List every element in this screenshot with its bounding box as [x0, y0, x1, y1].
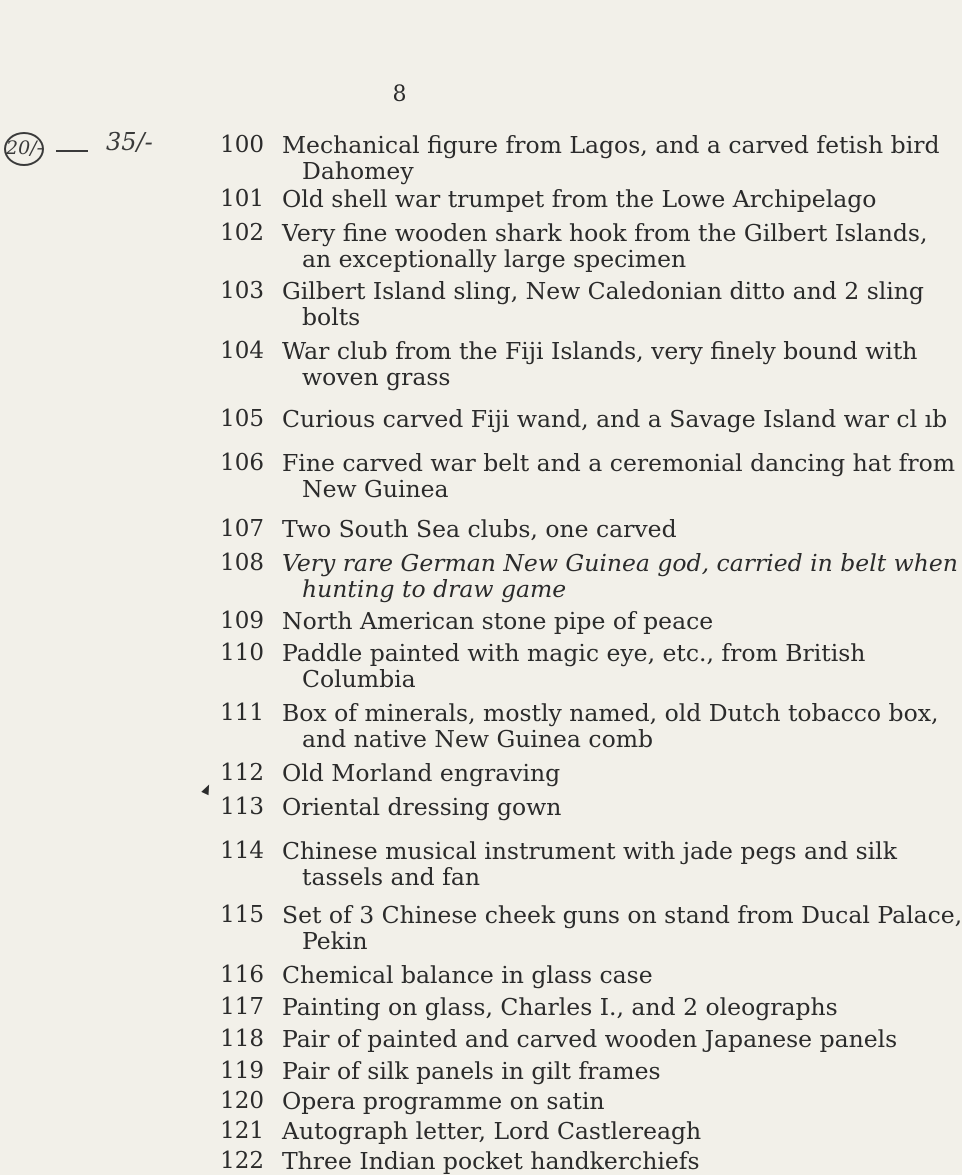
description-line: Very fine wooden shark hook from the Gilbert Islands,: [282, 219, 928, 247]
lot-number: 110: [220, 640, 264, 666]
description-line: Dahomey: [302, 157, 414, 185]
lot-description: [282, 405, 948, 433]
lot-number: 111: [220, 700, 264, 726]
description-line: Set of 3 Chinese cheek guns on stand from Ducal Palace,: [282, 901, 962, 929]
lot-number: 112: [220, 760, 264, 786]
lot-number: 105: [220, 406, 264, 432]
description-line: tassels and fan: [302, 863, 481, 891]
description-line: hunting to draw game: [302, 575, 567, 603]
description-line: Opera programme on satin: [282, 1087, 605, 1115]
annotation-dash: [56, 150, 88, 152]
description-line: Three Indian pocket handkerchiefs: [282, 1147, 700, 1175]
lot-description: [282, 794, 760, 820]
lot-number: 120: [220, 1088, 264, 1114]
lot-number: 103: [220, 278, 264, 304]
description-line: Oriental dressing gown: [282, 793, 562, 821]
description-line: Old shell war trumpet from the Lowe Archipelago: [282, 185, 877, 213]
lot-number: 121: [220, 1118, 264, 1144]
circled-price-annotation: 20/-: [4, 132, 44, 166]
lot-description: [282, 1025, 898, 1053]
lot-number: 119: [220, 1058, 264, 1084]
description-line: Curious carved Fiji wand, and a Savage Island war cl ıb: [282, 405, 948, 433]
description-line: Mechanical figure from Lagos, and a carved fetish bird: [282, 131, 940, 159]
description-line: woven grass: [302, 363, 451, 391]
lot-number: 107: [220, 516, 264, 542]
description-line: Fine carved war belt and a ceremonial dancing hat from: [282, 449, 956, 477]
lot-description: [282, 1088, 760, 1114]
description-line: Old Morland engraving: [282, 759, 561, 787]
description-line: Box of minerals, mostly named, old Dutch tobacco box,: [282, 699, 939, 727]
lot-description: [282, 337, 918, 391]
lot-number: 106: [220, 450, 264, 476]
description-line: Chemical balance in glass case: [282, 961, 653, 989]
description-line: Pair of silk panels in gilt frames: [282, 1057, 661, 1085]
description-line: Very rare German New Guinea god, carried in belt when: [282, 549, 958, 577]
description-line: and native New Guinea comb: [302, 725, 654, 753]
lot-number: 115: [220, 902, 264, 928]
description-line: Gilbert Island sling, New Caledonian ditto and 2 sling: [282, 277, 924, 305]
description-line: Paddle painted with magic eye, etc., from British: [282, 639, 866, 667]
lot-description: [282, 131, 940, 185]
lot-description: [282, 639, 866, 693]
lot-description: [282, 549, 958, 603]
lot-number: 122: [220, 1148, 264, 1174]
lot-number: 114: [220, 838, 264, 864]
description-line: Chinese musical instrument with jade pegs and silk: [282, 837, 897, 865]
lot-description: [282, 1118, 760, 1144]
lot-description: [282, 901, 962, 955]
lot-number: 118: [220, 1026, 264, 1052]
lot-description: [282, 516, 760, 542]
lot-number: 101: [220, 186, 264, 212]
lot-description: [282, 699, 939, 753]
price-annotation: 35/-: [106, 128, 153, 156]
lot-number: 117: [220, 994, 264, 1020]
description-line: War club from the Fiji Islands, very finely bound with: [282, 337, 918, 365]
description-line: Pekin: [302, 927, 368, 955]
lot-description: [282, 185, 877, 213]
lot-description: [282, 219, 928, 273]
lot-number: 100: [220, 132, 264, 158]
description-line: Autograph letter, Lord Castlereagh: [282, 1117, 702, 1145]
page-number: 8: [392, 82, 408, 107]
description-line: Columbia: [302, 665, 416, 693]
lot-description: [282, 993, 838, 1021]
description-line: New Guinea: [302, 475, 449, 503]
description-line: Pair of painted and carved wooden Japanese panels: [282, 1025, 898, 1053]
lot-number: 109: [220, 608, 264, 634]
description-line: North American stone pipe of peace: [282, 607, 714, 635]
lot-description: [282, 962, 760, 988]
description-line: Two South Sea clubs, one carved: [282, 515, 677, 543]
lot-description: [282, 1148, 760, 1174]
lot-number: 113: [220, 794, 264, 820]
lot-description: [282, 760, 760, 786]
description-line: bolts: [302, 303, 361, 331]
description-line: Painting on glass, Charles I., and 2 oleographs: [282, 993, 838, 1021]
lot-description: [282, 1058, 760, 1084]
lot-description: [282, 277, 924, 331]
description-line: an exceptionally large specimen: [302, 245, 687, 273]
lot-number: 102: [220, 220, 264, 246]
lot-number: 108: [220, 550, 264, 576]
lot-description: [282, 837, 897, 891]
lot-number: 116: [220, 962, 264, 988]
lot-description: [282, 608, 760, 634]
lot-description: [282, 449, 956, 503]
lot-number: 104: [220, 338, 264, 364]
